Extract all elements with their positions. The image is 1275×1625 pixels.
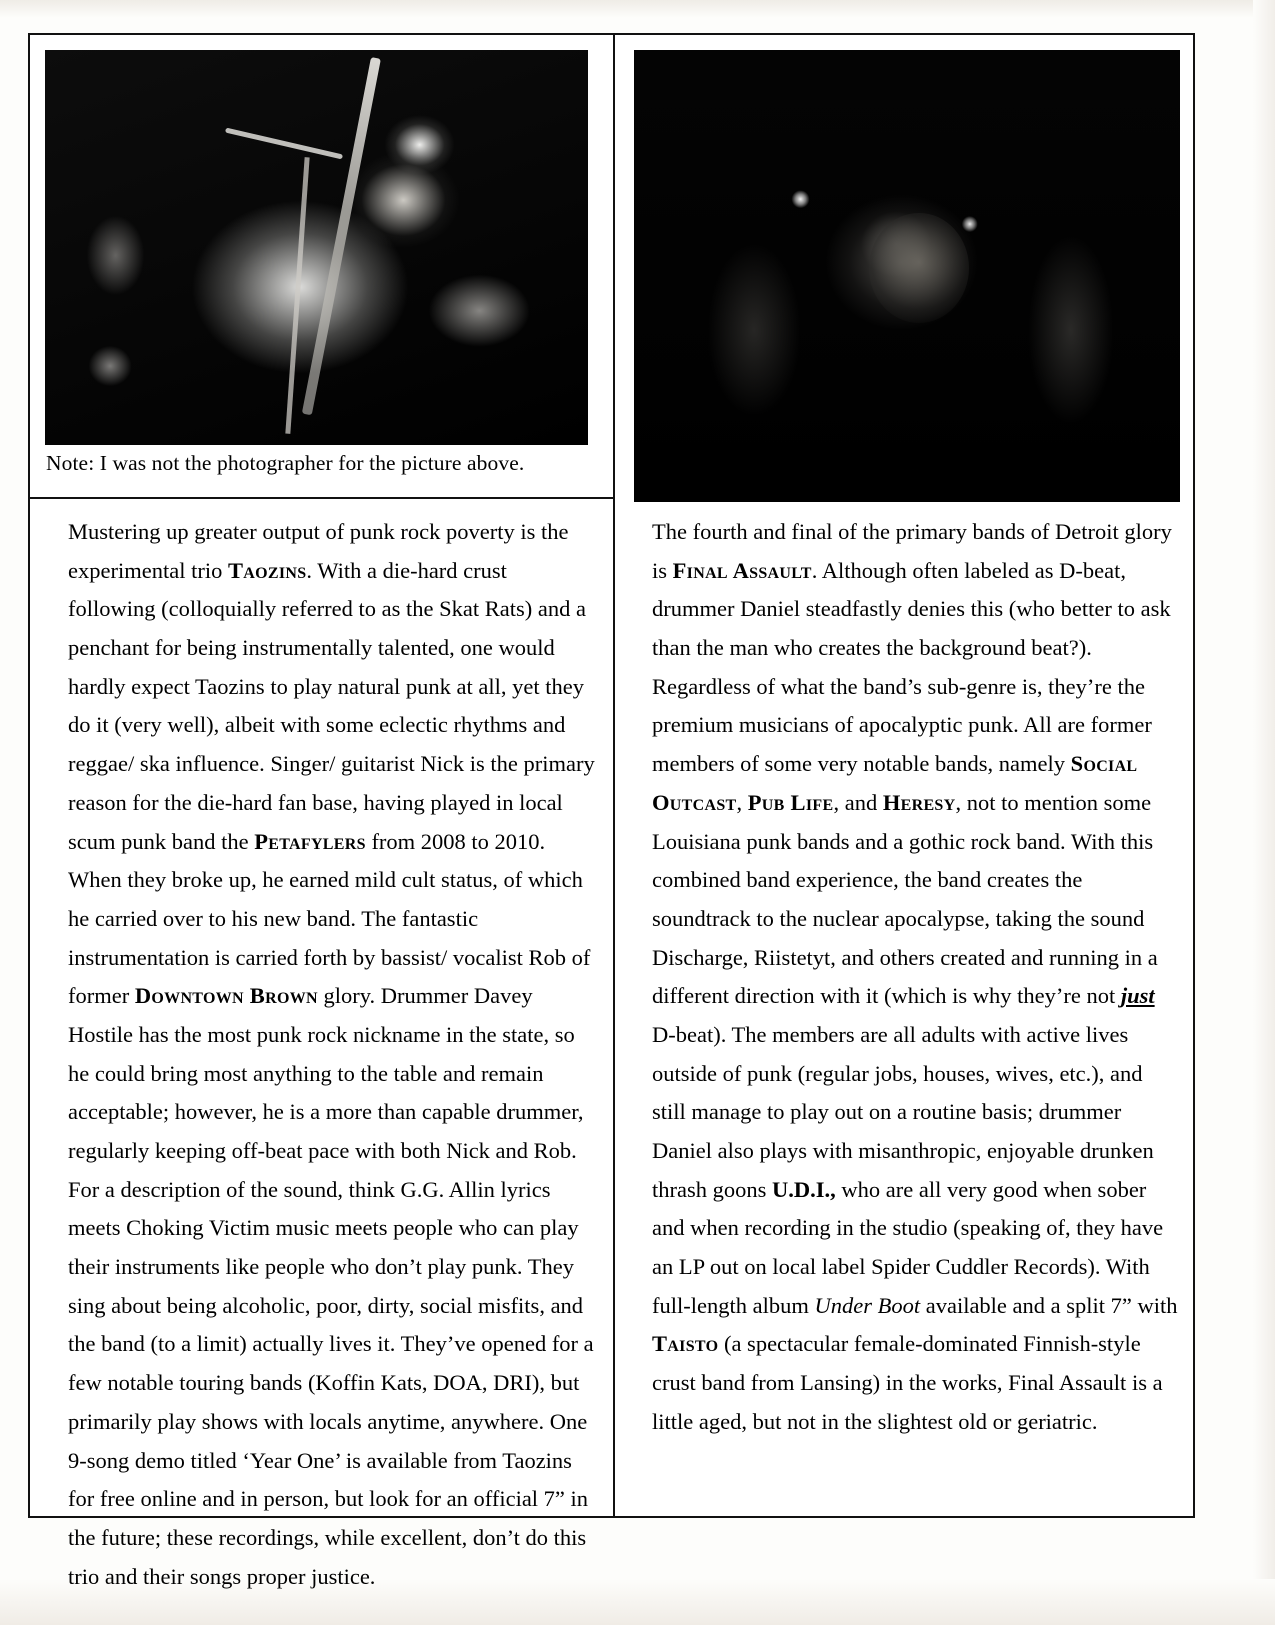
band-name-udi: U.D.I., [772, 1176, 836, 1202]
run-text: Mustering up greater output of punk rock poverty is the experimental trio [68, 519, 569, 583]
run-text: glory. Drummer Davey Hostile has the most punk rock nickname in the state, so he could bring most anything to the table and remain acceptable; however, he is a more than capable drummer, regularly keeping off-beat pace with both Nick and Rob. For a description of the sound, think G.G. Allin lyrics meets Choking Victim music meets people who can play their instruments like people who don’t play punk. They sing about being alcoholic, poor, dirty, social misfits, and the band (to a limit) actually lives it. They’ve opened for a few notable touring bands (Koffin Kats, DOA, DRI), but primarily play shows with locals anytime, anywhere. One 9-song demo titled ‘Year One’ is available from Taozins for free online and in person, but look for an official 7” in the future; these recordings, while excellent, don’t do this trio and their songs proper justice. [68, 983, 594, 1589]
album-title-under-boot: Under Boot [814, 1292, 921, 1318]
scan-edge-top [0, 0, 1275, 18]
caption-divider [30, 497, 613, 499]
band-name-pub-life: Pub Life [747, 789, 834, 815]
run-text: , not to mention some Louisiana punk bands and a gothic rock band. With this combined band experience, the band creates the soundtrack to the nuclear apocalypse, taking the sound Discharge, Riistetyt, and others created and running in a different direction with it (which is why they’re not [652, 789, 1158, 1009]
band-name-downtown-brown: Downtown Brown [134, 983, 318, 1009]
page-frame [28, 33, 1195, 1589]
run-text: D-beat). The members are all adults with active lives outside of punk (regular jobs, houses, wives, etc.), and still manage to play out on a routine basis; drummer Daniel also plays with misanthropic, enjoyable drunken thrash goons [652, 1021, 1154, 1202]
band-name-petafylers: Petafylers [254, 828, 366, 854]
run-text: The fourth and final of the primary bands of Detroit glory is [652, 519, 1172, 583]
band-name-taozins: Taozins [227, 557, 307, 583]
taozins-paragraph [68, 513, 596, 1596]
band-name-social-outcast: Social Outcast [652, 751, 1138, 815]
photo-live-band-left [45, 50, 588, 445]
run-text: , [736, 789, 748, 815]
emphasis-just: just [1120, 983, 1155, 1009]
run-text: . With a die-hard crust following (colloquially referred to as the Skat Rats) and a penchant for being instrumentally talented, one would hardly expect Taozins to play natural punk at all, yet they do it (very well), albeit with some eclectic rhythms and reggae/ ska influence. Singer/ guitarist Nick is the primary reason for the die-hard fan base, having played in local scum punk band the [68, 557, 595, 854]
photo-caption: Note: I was not the photographer for the picture above. [46, 451, 525, 475]
photo-live-band-right [634, 50, 1180, 502]
article-column-left [68, 513, 596, 1596]
run-text: who are all very good when sober and when recording in the studio (speaking of, they have an LP out on local label Spider Cuddler Records). With full-length album [652, 1176, 1164, 1318]
band-name-taisto: Taisto [652, 1331, 719, 1357]
run-text: available and a split 7” with [920, 1292, 1178, 1318]
band-name-final-assault: Final Assault [672, 557, 812, 583]
run-text: (a spectacular female-dominated Finnish-style crust band from Lansing) in the works, Final Assault is a little aged, but not in the slightest old or geriatric. [652, 1331, 1163, 1434]
jacket-back-patch [869, 213, 969, 323]
run-text: , and [833, 789, 883, 815]
scan-edge-right [1253, 0, 1275, 1625]
run-text: from 2008 to 2010. When they broke up, he earned mild cult status, of which he carried over to his new band. The fantastic instrumentation is carried forth by bassist/ vocalist Rob of former [68, 828, 591, 1009]
band-name-heresy: Heresy [882, 789, 956, 815]
article-column-right [652, 513, 1180, 1442]
final-assault-paragraph [652, 513, 1180, 1442]
photo-row [30, 35, 1193, 497]
run-text: . Although often labeled as D-beat, drummer Daniel steadfastly denies this (who better to ask than the man who creates the background beat?). Regardless of what the band’s sub-genre is, they’re the premium musicians of apocalyptic punk. All are former members of some very notable bands, namely [652, 557, 1171, 777]
